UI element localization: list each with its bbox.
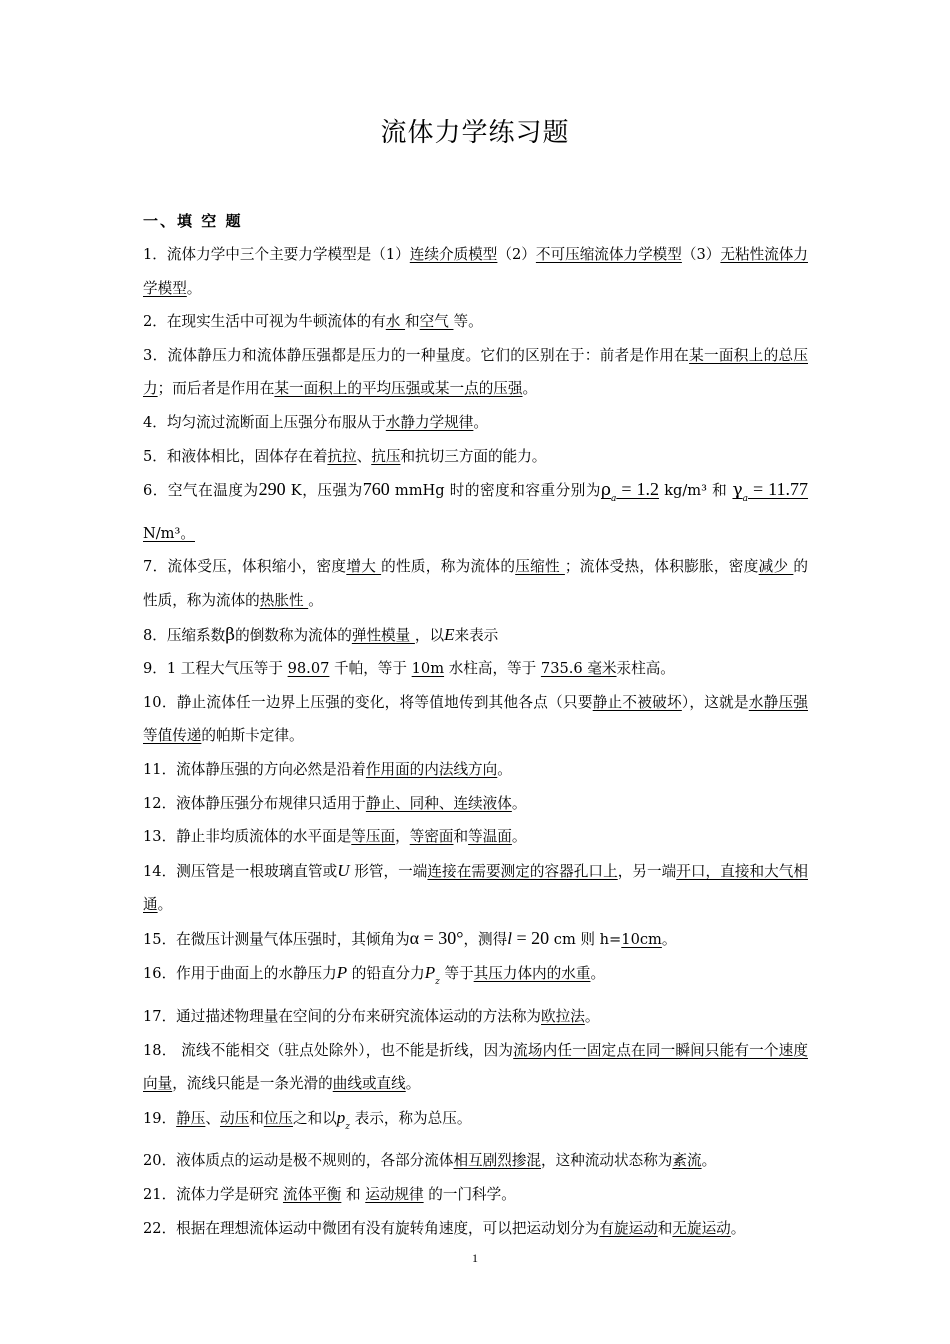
question-text: 2．在现实生活中可视为牛顿流体的有	[143, 313, 386, 331]
l-symbol: l	[507, 928, 512, 948]
question-text: cm 则 h=	[549, 930, 622, 948]
question-5	[143, 440, 808, 474]
question-text: 。	[701, 1152, 717, 1170]
answer-blank: 流体平衡	[282, 1186, 342, 1204]
answer-blank: 无粘性流体力学模型	[143, 246, 808, 297]
question-text: 10．静止流体任一边界上压强的变化，将等值地传到其他各点（只要	[143, 693, 593, 711]
answer-blank: 增大	[346, 558, 382, 576]
temperature-value: 290	[258, 479, 286, 500]
answer-blank: 连接在需要测定的容器孔口上	[427, 862, 618, 880]
specific-weight-value: = 11.77	[747, 479, 809, 500]
question-text: 21．流体力学是研究	[143, 1186, 283, 1204]
question-11	[143, 753, 808, 787]
question-text: 和	[341, 1186, 366, 1204]
question-text: 。	[308, 591, 323, 609]
question-text: N/m³。	[143, 524, 195, 542]
question-list	[143, 238, 808, 1245]
question-2	[143, 305, 808, 339]
pressure-value: 760	[362, 479, 390, 500]
question-text: 。	[405, 1075, 421, 1093]
subscript: z	[345, 1121, 351, 1132]
question-text: 之和以	[293, 1109, 337, 1127]
question-18	[143, 1034, 808, 1101]
question-text: 、	[356, 447, 372, 465]
question-text: 等。	[453, 313, 483, 331]
answer-blank: 等温面	[468, 828, 512, 846]
question-text: 水柱高，等于	[444, 660, 541, 678]
question-text: 和	[249, 1109, 264, 1127]
answer-blank: 连续介质模型	[409, 246, 498, 263]
answer-blank: 曲线或直线	[332, 1075, 406, 1093]
answer-blank: 热胀性	[259, 591, 309, 609]
answer-blank: 弹性模量	[351, 626, 415, 644]
question-text: K，压强为	[285, 482, 363, 500]
p-symbol: P	[336, 963, 348, 983]
page-title: 流体力学练习题	[380, 118, 570, 148]
answer-blank: 抗拉	[327, 447, 357, 465]
question-text: 18． 流线不能相交（驻点处除外），也不能是折线，因为	[143, 1041, 514, 1059]
question-3	[143, 339, 808, 406]
answer-blank: 98.07	[287, 660, 330, 678]
subscript: z	[435, 977, 440, 988]
question-text: 19．	[143, 1109, 177, 1127]
answer-blank: 压缩性	[515, 558, 565, 576]
question-text: 1．流体力学中三个主要力学模型是（1）	[143, 246, 410, 263]
answer-blank: 10cm	[621, 930, 662, 948]
question-text: 、	[205, 1109, 220, 1127]
density-answer	[600, 479, 660, 505]
question-text: 3．流体静压力和流体静压强都是压力的一种量度。它们的区别在于：前者是作用在	[143, 346, 690, 364]
question-text: 汞柱高。	[616, 660, 675, 678]
question-text: 5．和液体相比，固体存在着	[143, 447, 328, 465]
question-6	[143, 473, 808, 550]
question-text: ），这就是	[681, 693, 749, 711]
answer-blank: 位压	[263, 1109, 293, 1127]
answer-blank: 其压力体内的水重	[473, 965, 591, 983]
p-symbol: p	[336, 1107, 346, 1127]
question-text: 9．1 工程大气压等于	[143, 660, 288, 678]
pz-symbol: P	[424, 963, 436, 983]
answer-blank: 开口，直接和大气相通	[143, 862, 808, 914]
question-text: kg/m³ 和	[659, 482, 728, 500]
question-text: （3）	[681, 246, 721, 263]
question-12	[143, 787, 808, 821]
question-text: 12．液体静压强分布规律只适用于	[143, 794, 366, 812]
gamma-symbol: γ	[732, 480, 743, 501]
question-text: 14．测压管是一根玻璃直管或	[143, 862, 338, 880]
question-text: 。	[511, 828, 527, 846]
angle-value: α = 30°	[409, 927, 464, 948]
answer-blank: 静压	[176, 1109, 206, 1127]
answer-blank: 有旋运动	[599, 1219, 658, 1237]
question-text: 。	[497, 760, 512, 778]
question-text: 13．静止非均质流体的水平面是	[143, 828, 352, 846]
question-16	[143, 956, 808, 1000]
answer-blank: 紊流	[672, 1152, 702, 1170]
question-1	[143, 238, 808, 305]
question-text: 等于	[439, 965, 474, 983]
section-heading: 一、填 空 题	[143, 212, 243, 230]
question-text: ，以	[414, 626, 445, 644]
question-text: 4．均匀流过流断面上压强分布服从于	[143, 413, 386, 431]
question-text: 和抗切三方面的能力。	[400, 447, 547, 465]
answer-blank: 无旋运动	[672, 1219, 731, 1237]
question-17	[143, 1000, 808, 1034]
question-text: ，流线只能是一条光滑的	[172, 1075, 333, 1093]
answer-blank: 水静力学规律	[385, 413, 474, 431]
page-number: 1	[472, 1251, 478, 1265]
subscript: a	[742, 494, 748, 505]
question-13	[143, 820, 808, 854]
question-text: 来表示	[454, 626, 499, 644]
answer-blank: 水静压强等值传递	[143, 693, 808, 745]
question-text: 。	[511, 794, 527, 812]
answer-blank: 动压	[219, 1109, 250, 1127]
question-text: 的性质，称为流体的	[143, 558, 808, 609]
question-text: ，测得	[463, 930, 508, 948]
answer-blank: 减少	[758, 558, 794, 576]
answer-blank: 某一面积上的平均压强或某一点的压强	[274, 380, 523, 398]
answer-blank: 不可压缩流体力学模型	[535, 246, 682, 263]
question-15	[143, 922, 808, 957]
question-text: 的铅直分力	[347, 965, 425, 983]
question-text: 6．空气在温度为	[143, 482, 259, 500]
answer-blank: 等压面	[351, 828, 396, 846]
answer-blank: 作用面的内法线方向	[365, 760, 498, 778]
question-text: 千帕，等于	[329, 660, 412, 678]
question-22	[143, 1212, 808, 1246]
answer-blank: 流场内任一固定点在同一瞬间只能有一个速度向量	[143, 1041, 808, 1093]
question-text: ，另一端	[617, 862, 677, 880]
question-20	[143, 1144, 808, 1178]
answer-blank: 抗压	[371, 447, 401, 465]
question-text: 。	[584, 1008, 600, 1026]
u-symbol: U	[337, 860, 350, 880]
question-text: 。	[522, 380, 538, 398]
question-text: 7．流体受压，体积缩小，密度	[143, 558, 347, 576]
answer-blank: 运动规律	[365, 1186, 424, 1204]
question-4	[143, 406, 808, 440]
question-19	[143, 1101, 808, 1145]
question-text: 。	[590, 965, 606, 983]
answer-blank: 等密面	[409, 828, 454, 846]
question-text: 的帕斯卡定律。	[201, 727, 304, 745]
answer-blank: 水	[385, 313, 406, 331]
question-text: 15．在微压计测量气体压强时，其倾角为	[143, 930, 410, 948]
question-14	[143, 854, 808, 922]
question-text: 。	[157, 896, 173, 914]
density-value: = 1.2	[616, 479, 660, 500]
answer-blank: 相互剧烈掺混	[453, 1152, 542, 1170]
question-text: 。	[186, 279, 202, 297]
question-21	[143, 1178, 808, 1212]
question-text: 的倒数称为流体的	[235, 626, 352, 644]
question-text: 和	[657, 1219, 673, 1237]
question-9	[143, 652, 808, 686]
question-text: 22．根据在理想流体运动中微团有没有旋转角速度，可以把运动划分为	[143, 1219, 600, 1237]
question-text: 17．通过描述物理量在空间的分布来研究流体运动的方法称为	[143, 1008, 542, 1026]
question-text: 的一门科学。	[423, 1186, 516, 1204]
answer-blank: 空气	[419, 313, 454, 331]
question-text: ，这种流动状态称为	[541, 1152, 673, 1170]
question-text: 16．作用于曲面上的水静压力	[143, 965, 337, 983]
question-text: ；而后者是作用在	[157, 380, 275, 398]
answer-blank: 静止、同种、连续液体	[365, 794, 512, 812]
question-text: 和	[405, 313, 420, 331]
question-text: （2）	[497, 246, 536, 263]
beta-symbol: β	[225, 624, 236, 645]
answer-blank: 静止不被破坏	[592, 693, 682, 711]
question-text: 11．流体静压强的方向必然是沿着	[143, 760, 366, 778]
subscript: a	[610, 494, 617, 505]
question-text: 。	[661, 930, 677, 948]
question-text: 8．压缩系数	[143, 626, 226, 644]
question-text: 和	[453, 828, 469, 846]
answer-blank: 某一面积上的总压力	[143, 346, 808, 398]
question-text: 。	[730, 1219, 746, 1237]
answer-blank: 10m	[411, 660, 445, 678]
rho-symbol: ρ	[600, 480, 611, 501]
question-8	[143, 618, 808, 653]
question-text: ，	[395, 828, 410, 846]
question-text: mmHg 时的密度和容重分别为	[389, 482, 601, 500]
question-text: 表示，称为总压。	[350, 1109, 472, 1127]
question-7	[143, 550, 808, 617]
e-symbol: E	[444, 624, 455, 644]
question-text: ；流体受热，体积膨胀，密度	[564, 558, 759, 576]
length-value: = 20	[511, 927, 550, 948]
question-10	[143, 686, 808, 753]
question-text: 形管，一端	[349, 862, 428, 880]
question-text: 。	[473, 413, 488, 431]
answer-blank: 欧拉法	[541, 1008, 585, 1026]
question-text: 20．液体质点的运动是极不规则的，各部分流体	[143, 1152, 454, 1170]
question-text: 的性质，称为流体的	[381, 558, 516, 576]
answer-blank: 735.6 毫米	[540, 660, 617, 678]
